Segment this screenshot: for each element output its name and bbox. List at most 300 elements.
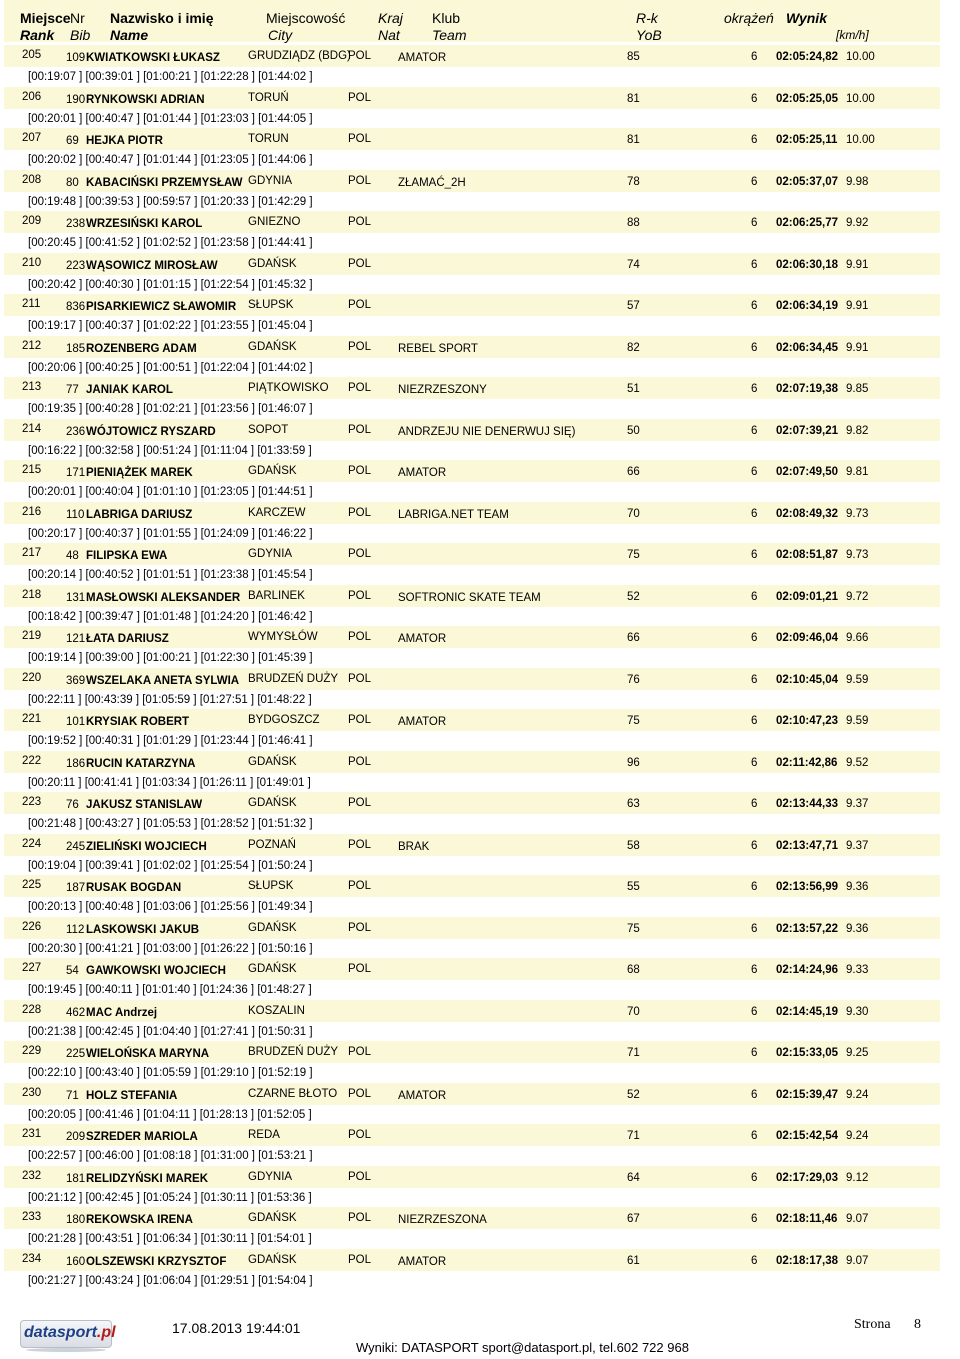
cell-nat: POL (348, 1170, 372, 1183)
cell-speed: 9.33 (846, 964, 869, 976)
cell-yob: 81 (627, 92, 640, 105)
cell-rank: 208 (22, 173, 42, 186)
cell-nat: POL (348, 589, 372, 602)
cell-city: GDAŃSK (248, 465, 297, 477)
cell-name: ŁATA DARIUSZ (86, 633, 169, 645)
cell-time: 02:05:37,07 (776, 175, 839, 188)
cell-nat: POL (348, 714, 372, 726)
cell-team: ZŁAMAĆ_2H (398, 176, 466, 189)
cell-time: 02:13:56,99 (776, 881, 839, 893)
logo-text: datasport (24, 1324, 97, 1341)
cell-speed: 10.00 (846, 92, 875, 105)
header-speed-unit: [km/h] (836, 28, 869, 42)
cell-time: 02:06:34,45 (776, 341, 839, 354)
cell-yob: 71 (627, 1130, 640, 1142)
cell-laps: 6 (751, 466, 758, 478)
cell-splits: [00:19:17 ] [00:40:37 ] [01:02:22 ] [01:23:55 ] [01:45:04 ] (28, 320, 313, 332)
cell-time: 02:06:34,19 (776, 300, 839, 312)
cell-time: 02:17:29,03 (776, 1171, 839, 1184)
cell-city: GNIEZNO (248, 216, 301, 228)
cell-yob: 75 (627, 922, 640, 935)
cell-speed: 9.07 (846, 1254, 869, 1267)
cell-bib: 131 (66, 591, 86, 604)
cell-city: BRUDZEŃ DUŻY (248, 1046, 339, 1058)
page-number: 8 (914, 1317, 921, 1332)
cell-name: HOLZ STEFANIA (86, 1089, 178, 1102)
cell-yob: 70 (627, 1005, 640, 1018)
cell-city: SOPOT (248, 423, 289, 436)
cell-nat: POL (348, 838, 372, 851)
results-credit: Wyniki: DATASPORT sport@datasport.pl, tel.602 722 968 (356, 1340, 689, 1355)
cell-splits: [00:20:11 ] [00:41:41 ] [01:03:34 ] [01:26:11 ] [01:49:01 ] (28, 776, 311, 789)
cell-splits: [00:22:57 ] [00:46:00 ] [01:08:18 ] [01:31:00 ] [01:53:21 ] (28, 1150, 313, 1162)
header-rank-en: Rank (20, 27, 55, 43)
cell-nat: POL (348, 216, 372, 228)
cell-bib: 245 (66, 840, 86, 853)
cell-speed: 10.00 (846, 51, 875, 63)
print-date: 17.08.2013 19:44:01 (172, 1320, 301, 1336)
cell-bib: 76 (66, 799, 79, 811)
cell-laps: 6 (751, 715, 758, 727)
cell-rank: 211 (22, 298, 41, 310)
cell-yob: 52 (627, 1088, 640, 1101)
cell-nat: POL (348, 797, 372, 809)
cell-team: AMATOR (398, 1089, 447, 1102)
cell-name: LABRIGA DARIUSZ (86, 508, 193, 521)
cell-rank: 223 (22, 796, 42, 808)
cell-bib: 101 (66, 716, 86, 728)
cell-splits: [00:19:14 ] [00:39:00 ] [01:00:21 ] [01:22:30 ] [01:45:39 ] (28, 652, 313, 664)
cell-bib: 209 (66, 1131, 86, 1143)
cell-bib: 48 (66, 550, 79, 562)
cell-rank: 219 (22, 630, 42, 642)
cell-time: 02:13:57,22 (776, 922, 839, 935)
cell-splits: [00:19:04 ] [00:39:41 ] [01:02:02 ] [01:25:54 ] [01:50:24 ] (28, 859, 313, 872)
cell-rank: 216 (22, 505, 42, 518)
cell-city: GDAŃSK (248, 1212, 297, 1224)
cell-rank: 232 (22, 1169, 42, 1182)
cell-city: BARLINEK (248, 589, 305, 602)
header-team-en: Team (432, 27, 467, 43)
cell-rank: 226 (22, 920, 42, 933)
cell-bib: 369 (66, 674, 86, 687)
cell-nat: POL (348, 465, 372, 477)
cell-nat: POL (348, 133, 372, 145)
cell-speed: 9.30 (846, 1005, 869, 1018)
cell-nat: POL (348, 423, 372, 436)
cell-name: WRZESIŃSKI KAROL (86, 218, 203, 230)
cell-time: 02:13:47,71 (776, 839, 839, 852)
cell-time: 02:09:01,21 (776, 590, 839, 603)
cell-laps: 6 (751, 1171, 758, 1184)
table-row (0, 460, 960, 502)
table-row (0, 294, 960, 336)
cell-rank: 207 (22, 132, 42, 144)
cell-time: 02:15:33,05 (776, 1047, 839, 1059)
cell-speed: 9.85 (846, 383, 869, 395)
cell-time: 02:06:25,77 (776, 217, 839, 229)
cell-nat: POL (348, 672, 372, 685)
cell-yob: 52 (627, 590, 640, 603)
cell-speed: 9.37 (846, 798, 869, 810)
cell-yob: 68 (627, 964, 640, 976)
cell-nat: POL (348, 382, 372, 394)
cell-city: KARCZEW (248, 506, 306, 519)
cell-splits: [00:21:38 ] [00:42:45 ] [01:04:40 ] [01:27:41 ] [01:50:31 ] (28, 1025, 313, 1038)
cell-laps: 6 (751, 1213, 758, 1225)
cell-bib: 187 (66, 882, 86, 894)
datasport-logo (20, 1320, 116, 1354)
cell-bib: 71 (66, 1089, 79, 1102)
cell-splits: [00:21:27 ] [00:43:24 ] [01:06:04 ] [01:29:51 ] [01:54:04 ] (28, 1274, 313, 1287)
cell-laps: 6 (751, 590, 758, 603)
cell-city: GDAŃSK (248, 340, 297, 353)
cell-rank: 221 (22, 713, 42, 725)
cell-city: GDAŃSK (248, 963, 297, 975)
cell-time: 02:07:39,21 (776, 424, 839, 437)
cell-yob: 51 (627, 383, 640, 395)
cell-speed: 9.73 (846, 549, 869, 561)
cell-bib: 171 (66, 467, 86, 479)
header-result-pl: Wynik (786, 10, 827, 26)
cell-yob: 55 (627, 881, 640, 893)
cell-rank: 205 (22, 49, 42, 61)
cell-yob: 57 (627, 300, 640, 312)
cell-laps: 6 (751, 673, 758, 686)
cell-bib: 110 (66, 508, 85, 521)
cell-rank: 220 (22, 671, 42, 684)
cell-laps: 6 (751, 881, 758, 893)
cell-time: 02:08:49,32 (776, 507, 839, 520)
cell-speed: 9.59 (846, 673, 869, 686)
cell-time: 02:15:39,47 (776, 1088, 839, 1101)
table-row (0, 253, 960, 295)
table-row (0, 834, 960, 876)
cell-nat: POL (348, 880, 372, 892)
cell-bib: 180 (66, 1214, 86, 1226)
cell-nat: POL (348, 506, 372, 519)
cell-speed: 9.37 (846, 839, 869, 852)
cell-name: HEJKA PIOTR (86, 135, 163, 147)
cell-rank: 210 (22, 256, 42, 269)
cell-nat: POL (348, 921, 372, 934)
header-bib-pl: Nr (70, 10, 85, 26)
cell-speed: 9.81 (846, 466, 869, 478)
cell-city: PIĄTKOWISKO (248, 382, 329, 394)
cell-bib: 462 (66, 1006, 86, 1019)
cell-time: 02:11:42,86 (776, 756, 838, 769)
cell-nat: POL (348, 1087, 372, 1100)
cell-yob: 58 (627, 839, 640, 852)
cell-splits: [00:19:35 ] [00:40:28 ] [01:02:21 ] [01:23:56 ] [01:46:07 ] (28, 403, 313, 415)
cell-name: KABACIŃSKI PRZEMYSŁAW (86, 176, 243, 189)
cell-bib: 160 (66, 1255, 86, 1268)
cell-bib: 69 (66, 135, 79, 147)
table-row (0, 1041, 960, 1083)
cell-time: 02:14:45,19 (776, 1005, 839, 1018)
cell-splits: [00:22:10 ] [00:43:40 ] [01:05:59 ] [01:29:10 ] [01:52:19 ] (28, 1067, 313, 1079)
cell-nat: POL (348, 1253, 372, 1266)
table-row (0, 543, 960, 585)
cell-splits: [00:16:22 ] [00:32:58 ] [00:51:24 ] [01:11:04 ] [01:33:59 ] (28, 444, 312, 457)
header-name-en: Name (110, 27, 149, 43)
cell-speed: 9.73 (846, 507, 869, 520)
table-row (0, 751, 960, 793)
cell-time: 02:18:11,46 (776, 1213, 838, 1225)
cell-nat: POL (348, 91, 372, 104)
cell-rank: 227 (22, 962, 42, 974)
header-laps-pl: okrążeń (724, 10, 774, 26)
cell-city: GDAŃSK (248, 797, 297, 809)
cell-city: GDYNIA (248, 174, 293, 187)
cell-speed: 9.36 (846, 881, 869, 893)
cell-bib: 185 (66, 342, 86, 355)
cell-city: GDAŃSK (248, 1253, 297, 1266)
cell-team: BRAK (398, 840, 430, 853)
table-row (0, 1000, 960, 1042)
table-row (0, 1207, 960, 1249)
cell-speed: 9.25 (846, 1047, 869, 1059)
cell-speed: 9.52 (846, 756, 869, 769)
header-rank-pl: Miejsce (20, 10, 71, 26)
cell-time: 02:15:42,54 (776, 1130, 839, 1142)
cell-nat: POL (348, 174, 372, 187)
cell-bib: 223 (66, 259, 86, 272)
cell-name: RYNKOWSKI ADRIAN (86, 93, 205, 106)
cell-nat: POL (348, 755, 372, 768)
cell-name: RELIDZYŃSKI MAREK (86, 1172, 209, 1185)
cell-name: MAC Andrzej (86, 1006, 158, 1019)
cell-name: JAKUSZ STANISLAW (86, 799, 203, 811)
cell-yob: 75 (627, 715, 640, 727)
cell-yob: 82 (627, 341, 640, 354)
cell-bib: 109 (66, 52, 86, 64)
cell-city: WYMYSŁÓW (248, 631, 318, 643)
cell-name: SZREDER MARIOLA (86, 1131, 198, 1143)
cell-team: AMATOR (398, 633, 447, 645)
cell-speed: 9.91 (846, 258, 869, 271)
cell-name: RUSAK BOGDAN (86, 882, 182, 894)
cell-yob: 81 (627, 134, 640, 146)
cell-yob: 71 (627, 1047, 640, 1059)
cell-splits: [00:18:42 ] [00:39:47 ] [01:01:48 ] [01:24:20 ] [01:46:42 ] (28, 610, 313, 623)
cell-bib: 181 (66, 1172, 86, 1185)
cell-city: TORUN (248, 133, 289, 145)
cell-splits: [00:20:01 ] [00:40:04 ] [01:01:10 ] [01:23:05 ] [01:44:51 ] (28, 486, 313, 498)
table-row (0, 1166, 960, 1208)
table-row (0, 377, 960, 419)
cell-nat: POL (348, 1046, 372, 1058)
cell-splits: [00:20:02 ] [00:40:47 ] [01:01:44 ] [01:23:05 ] [01:44:06 ] (28, 154, 313, 166)
cell-name: WĄSOWICZ MIROSŁAW (86, 259, 218, 272)
cell-splits: [00:22:11 ] [00:43:39 ] [01:05:59 ] [01:27:51 ] [01:48:22 ] (28, 693, 312, 706)
cell-team: NIEZRZESZONY (398, 384, 487, 396)
table-header (4, 0, 940, 42)
cell-name: OLSZEWSKI KRZYSZTOF (86, 1255, 227, 1268)
cell-time: 02:05:24,82 (776, 51, 839, 63)
cell-speed: 9.36 (846, 922, 869, 935)
cell-laps: 6 (751, 92, 758, 105)
cell-nat: POL (348, 631, 372, 643)
cell-speed: 9.91 (846, 300, 869, 312)
cell-laps: 6 (751, 134, 758, 146)
cell-yob: 75 (627, 549, 640, 561)
cell-name: REKOWSKA IRENA (86, 1214, 193, 1226)
cell-rank: 218 (22, 588, 42, 601)
cell-bib: 80 (66, 176, 79, 189)
cell-name: PISARKIEWICZ SŁAWOMIR (86, 301, 237, 313)
cell-splits: [00:19:48 ] [00:39:53 ] [00:59:57 ] [01:20:33 ] [01:42:29 ] (28, 195, 313, 208)
cell-nat: POL (348, 963, 372, 975)
cell-bib: 77 (66, 384, 79, 396)
cell-name: PIENIĄŻEK MAREK (86, 467, 193, 479)
table-row (0, 1124, 960, 1166)
cell-laps: 6 (751, 922, 758, 935)
cell-laps: 6 (751, 383, 758, 395)
cell-nat: POL (348, 340, 372, 353)
cell-city: CZARNE BŁOTO (248, 1087, 338, 1100)
cell-time: 02:07:19,38 (776, 383, 839, 395)
cell-name: WSZELAKA ANETA SYLWIA (86, 674, 240, 687)
cell-yob: 67 (627, 1213, 640, 1225)
cell-laps: 6 (751, 300, 758, 312)
cell-city: BYDGOSZCZ (248, 714, 320, 726)
header-yob-en: YoB (636, 27, 662, 43)
cell-city: TORUŃ (248, 91, 289, 104)
cell-name: GAWKOWSKI WOJCIECH (86, 965, 226, 977)
cell-splits: [00:19:45 ] [00:40:11 ] [01:01:40 ] [01:24:36 ] [01:48:27 ] (28, 984, 312, 996)
cell-speed: 9.24 (846, 1088, 869, 1101)
cell-team: ANDRZEJU NIE DENERWUJ SIĘ) (398, 425, 576, 438)
table-row (0, 792, 960, 834)
cell-splits: [00:19:07 ] [00:39:01 ] [01:00:21 ] [01:22:28 ] [01:44:02 ] (28, 71, 313, 83)
cell-time: 02:13:44,33 (776, 798, 839, 810)
cell-laps: 6 (751, 507, 758, 520)
cell-team: REBEL SPORT (398, 342, 478, 355)
cell-laps: 6 (751, 632, 758, 644)
cell-bib: 54 (66, 965, 79, 977)
cell-rank: 233 (22, 1211, 42, 1223)
cell-laps: 6 (751, 1254, 758, 1267)
cell-name: MASŁOWSKI ALEKSANDER (86, 591, 241, 604)
cell-city: GRUDZIĄDZ (BDG) (248, 50, 351, 62)
cell-name: FILIPSKA EWA (86, 550, 168, 562)
cell-splits: [00:21:12 ] [00:42:45 ] [01:05:24 ] [01:30:11 ] [01:53:36 ] (28, 1191, 312, 1204)
cell-speed: 10.00 (846, 134, 875, 146)
cell-laps: 6 (751, 217, 758, 229)
table-row (0, 958, 960, 1000)
cell-name: LASKOWSKI JAKUB (86, 923, 200, 936)
cell-rank: 213 (22, 381, 42, 393)
cell-speed: 9.59 (846, 715, 869, 727)
cell-rank: 230 (22, 1086, 42, 1099)
cell-rank: 231 (22, 1128, 42, 1140)
cell-laps: 6 (751, 549, 758, 561)
cell-time: 02:09:46,04 (776, 632, 839, 644)
cell-team: NIEZRZESZONA (398, 1214, 487, 1226)
cell-city: REDA (248, 1129, 280, 1141)
cell-bib: 836 (66, 301, 86, 313)
cell-time: 02:10:45,04 (776, 673, 839, 686)
cell-speed: 9.12 (846, 1171, 869, 1184)
cell-name: KRYSIAK ROBERT (86, 716, 190, 728)
table-row (0, 87, 960, 129)
cell-time: 02:07:49,50 (776, 466, 839, 478)
cell-rank: 234 (22, 1252, 42, 1265)
cell-splits: [00:19:52 ] [00:40:31 ] [01:01:29 ] [01:23:44 ] [01:46:41 ] (28, 735, 313, 747)
cell-speed: 9.72 (846, 590, 869, 603)
table-row (0, 502, 960, 544)
cell-rank: 214 (22, 422, 42, 435)
cell-laps: 6 (751, 1047, 758, 1059)
table-row (0, 668, 960, 710)
cell-speed: 9.66 (846, 632, 869, 644)
header-city-pl: Miejscowość (266, 10, 346, 26)
table-row (0, 709, 960, 751)
cell-rank: 212 (22, 339, 42, 352)
header-nat-en: Nat (378, 27, 400, 43)
cell-nat: POL (348, 548, 372, 560)
cell-team: AMATOR (398, 716, 447, 728)
cell-city: SŁUPSK (248, 880, 294, 892)
cell-splits: [00:20:45 ] [00:41:52 ] [01:02:52 ] [01:23:58 ] [01:44:41 ] (28, 237, 313, 249)
cell-team: AMATOR (398, 52, 447, 64)
cell-yob: 50 (627, 424, 640, 437)
cell-rank: 229 (22, 1045, 42, 1057)
cell-rank: 215 (22, 464, 42, 476)
cell-bib: 186 (66, 757, 86, 770)
cell-time: 02:05:25,05 (776, 92, 839, 105)
cell-laps: 6 (751, 839, 758, 852)
cell-laps: 6 (751, 964, 758, 976)
cell-laps: 6 (751, 51, 758, 63)
cell-nat: POL (348, 1212, 372, 1224)
cell-yob: 66 (627, 466, 640, 478)
cell-time: 02:08:51,87 (776, 549, 839, 561)
cell-speed: 9.07 (846, 1213, 869, 1225)
page-label: Strona (854, 1317, 891, 1332)
cell-splits: [00:20:14 ] [00:40:52 ] [01:01:51 ] [01:23:38 ] [01:45:54 ] (28, 569, 313, 581)
cell-nat: POL (348, 257, 372, 270)
cell-yob: 61 (627, 1254, 640, 1267)
cell-name: RUCIN KATARZYNA (86, 757, 196, 770)
cell-speed: 9.82 (846, 424, 869, 437)
cell-splits: [00:20:17 ] [00:40:37 ] [01:01:55 ] [01:24:09 ] [01:46:22 ] (28, 527, 313, 540)
cell-time: 02:10:47,23 (776, 715, 839, 727)
cell-yob: 74 (627, 258, 640, 271)
table-row (0, 917, 960, 959)
cell-splits: [00:20:06 ] [00:40:25 ] [01:00:51 ] [01:22:04 ] [01:44:02 ] (28, 361, 313, 374)
cell-speed: 9.98 (846, 175, 869, 188)
cell-team: AMATOR (398, 1255, 447, 1268)
cell-speed: 9.91 (846, 341, 869, 354)
cell-splits: [00:20:05 ] [00:41:46 ] [01:04:11 ] [01:28:13 ] [01:52:05 ] (28, 1108, 312, 1121)
table-row (0, 336, 960, 378)
table-row (0, 128, 960, 170)
cell-bib: 236 (66, 425, 86, 438)
cell-laps: 6 (751, 1088, 758, 1101)
cell-laps: 6 (751, 1005, 758, 1018)
cell-bib: 190 (66, 93, 86, 106)
cell-laps: 6 (751, 1130, 758, 1142)
table-row (0, 1083, 960, 1125)
page-footer (0, 1300, 960, 1359)
cell-laps: 6 (751, 175, 758, 188)
cell-name: KWIATKOWSKI ŁUKASZ (86, 52, 220, 64)
cell-splits: [00:20:42 ] [00:40:30 ] [01:01:15 ] [01:22:54 ] [01:45:32 ] (28, 278, 313, 291)
header-yob-pl: R-k (636, 10, 658, 26)
cell-city: BRUDZEŃ DUŻY (248, 672, 339, 685)
